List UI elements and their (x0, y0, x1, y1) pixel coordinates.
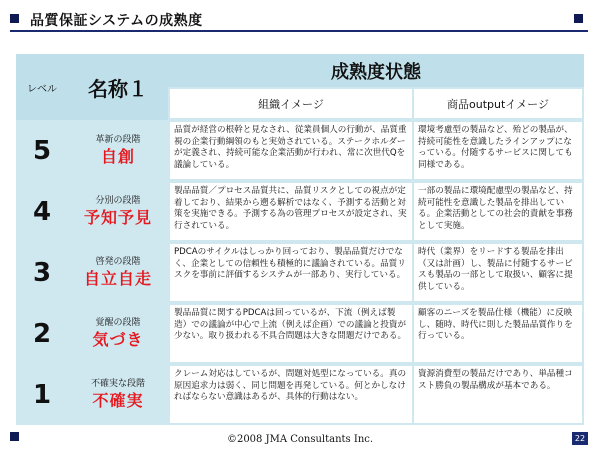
product-image-header: 商品outputイメージ (414, 89, 582, 118)
level-name (68, 181, 168, 242)
level-number: 3 (32, 257, 52, 288)
org-description: PDCAのサイクルはしっかり回っており、製品品質だけでなく、企業としての信頼性も積極的に議論されている。品質リスクを事前に評価するシステムが一部あり、実行している。 (170, 244, 412, 301)
stage-label: 分別の段階 (95, 195, 141, 206)
level-header: レベル (16, 54, 68, 120)
key-word: 自創 (100, 146, 135, 166)
level-number: 2 (32, 318, 52, 349)
org-image-header: 組織イメージ (170, 89, 412, 118)
level-number: 4 (32, 196, 52, 227)
key-word: 予知予見 (83, 207, 152, 227)
key-word: 自立自走 (83, 268, 152, 288)
state-header: 成熟度状態 (168, 54, 584, 87)
level-number: 1 (32, 379, 52, 410)
level-number: 5 (32, 135, 52, 166)
product-description: 資源消費型の製品だけであり、単品種コスト勝負の製品構成が基本である。 (414, 366, 582, 423)
maturity-table (16, 54, 584, 425)
level-name (68, 364, 168, 425)
key-word: 気づき (92, 329, 144, 349)
stage-label: 啓発の段階 (95, 256, 141, 267)
org-description: 製品品質／プロセス品質共に、品質リスクとしての視点が定着しており、結果から遡る解析ではなく、予測する活動と対策を実施できる。予測する為の管理プロセスが設定され、実行されている。 (170, 183, 412, 240)
level-name (68, 242, 168, 303)
name-header: 名称１ (68, 54, 168, 120)
copyright-footer: ©2008 JMA Consultants Inc. (226, 434, 374, 445)
stage-label: 不確実な段階 (90, 378, 145, 389)
product-description: 環境考慮型の製品など、殆どの製品が、持続可能性を意識したラインアップになっている。付随するサービスに関しても同様である。 (414, 122, 582, 179)
product-description: 一部の製品に環境配慮型の製品など、持続可能性を意識した製品を排出している。企業活動としての社会的責献を事務として実施。 (414, 183, 582, 240)
page-number: 22 (572, 432, 588, 445)
title-bullet (10, 14, 19, 23)
key-word: 不確実 (92, 390, 144, 410)
product-description: 顧客のニーズを製品仕様（機能）に反映し、随時、時代に則した製品品質作りを行っている。 (414, 305, 582, 362)
stage-label: 革新の段階 (95, 134, 141, 145)
level-name (68, 303, 168, 364)
corner-marker-top-right (574, 14, 583, 23)
org-description: 品質が経営の根幹と見なされ、従業員個人の行動が、品質重視の企業行動綱領のもと実効されている。ステークホルダーが定義され、持続可能な企業活動が行われ、常に次世代Qを議論している。 (170, 122, 412, 179)
page-title: 品質保証システムの成熟度 (30, 13, 203, 29)
stage-label: 覚醒の段階 (95, 317, 141, 328)
org-description: 製品品質に関するPDCAは回っているが、下流（例えば製造）での議論が中心で上流（例えば企画）での議論と投資が少ない。取り扱われる不具合問題は大きな問題だけである。 (170, 305, 412, 362)
org-description: クレーム対応はしているが、問題対処型になっている。真の原因追求力は弱く、同じ問題を再発している。何とかしなければならない意識はあるが、具体的行動はない。 (170, 366, 412, 423)
level-name (68, 120, 168, 181)
title-rule (10, 30, 588, 32)
product-description: 時代（業界）をリードする製品を排出（又は計画）し、製品に付随するサービスも製品の一部として取扱い、顧客に提供している。 (414, 244, 582, 301)
